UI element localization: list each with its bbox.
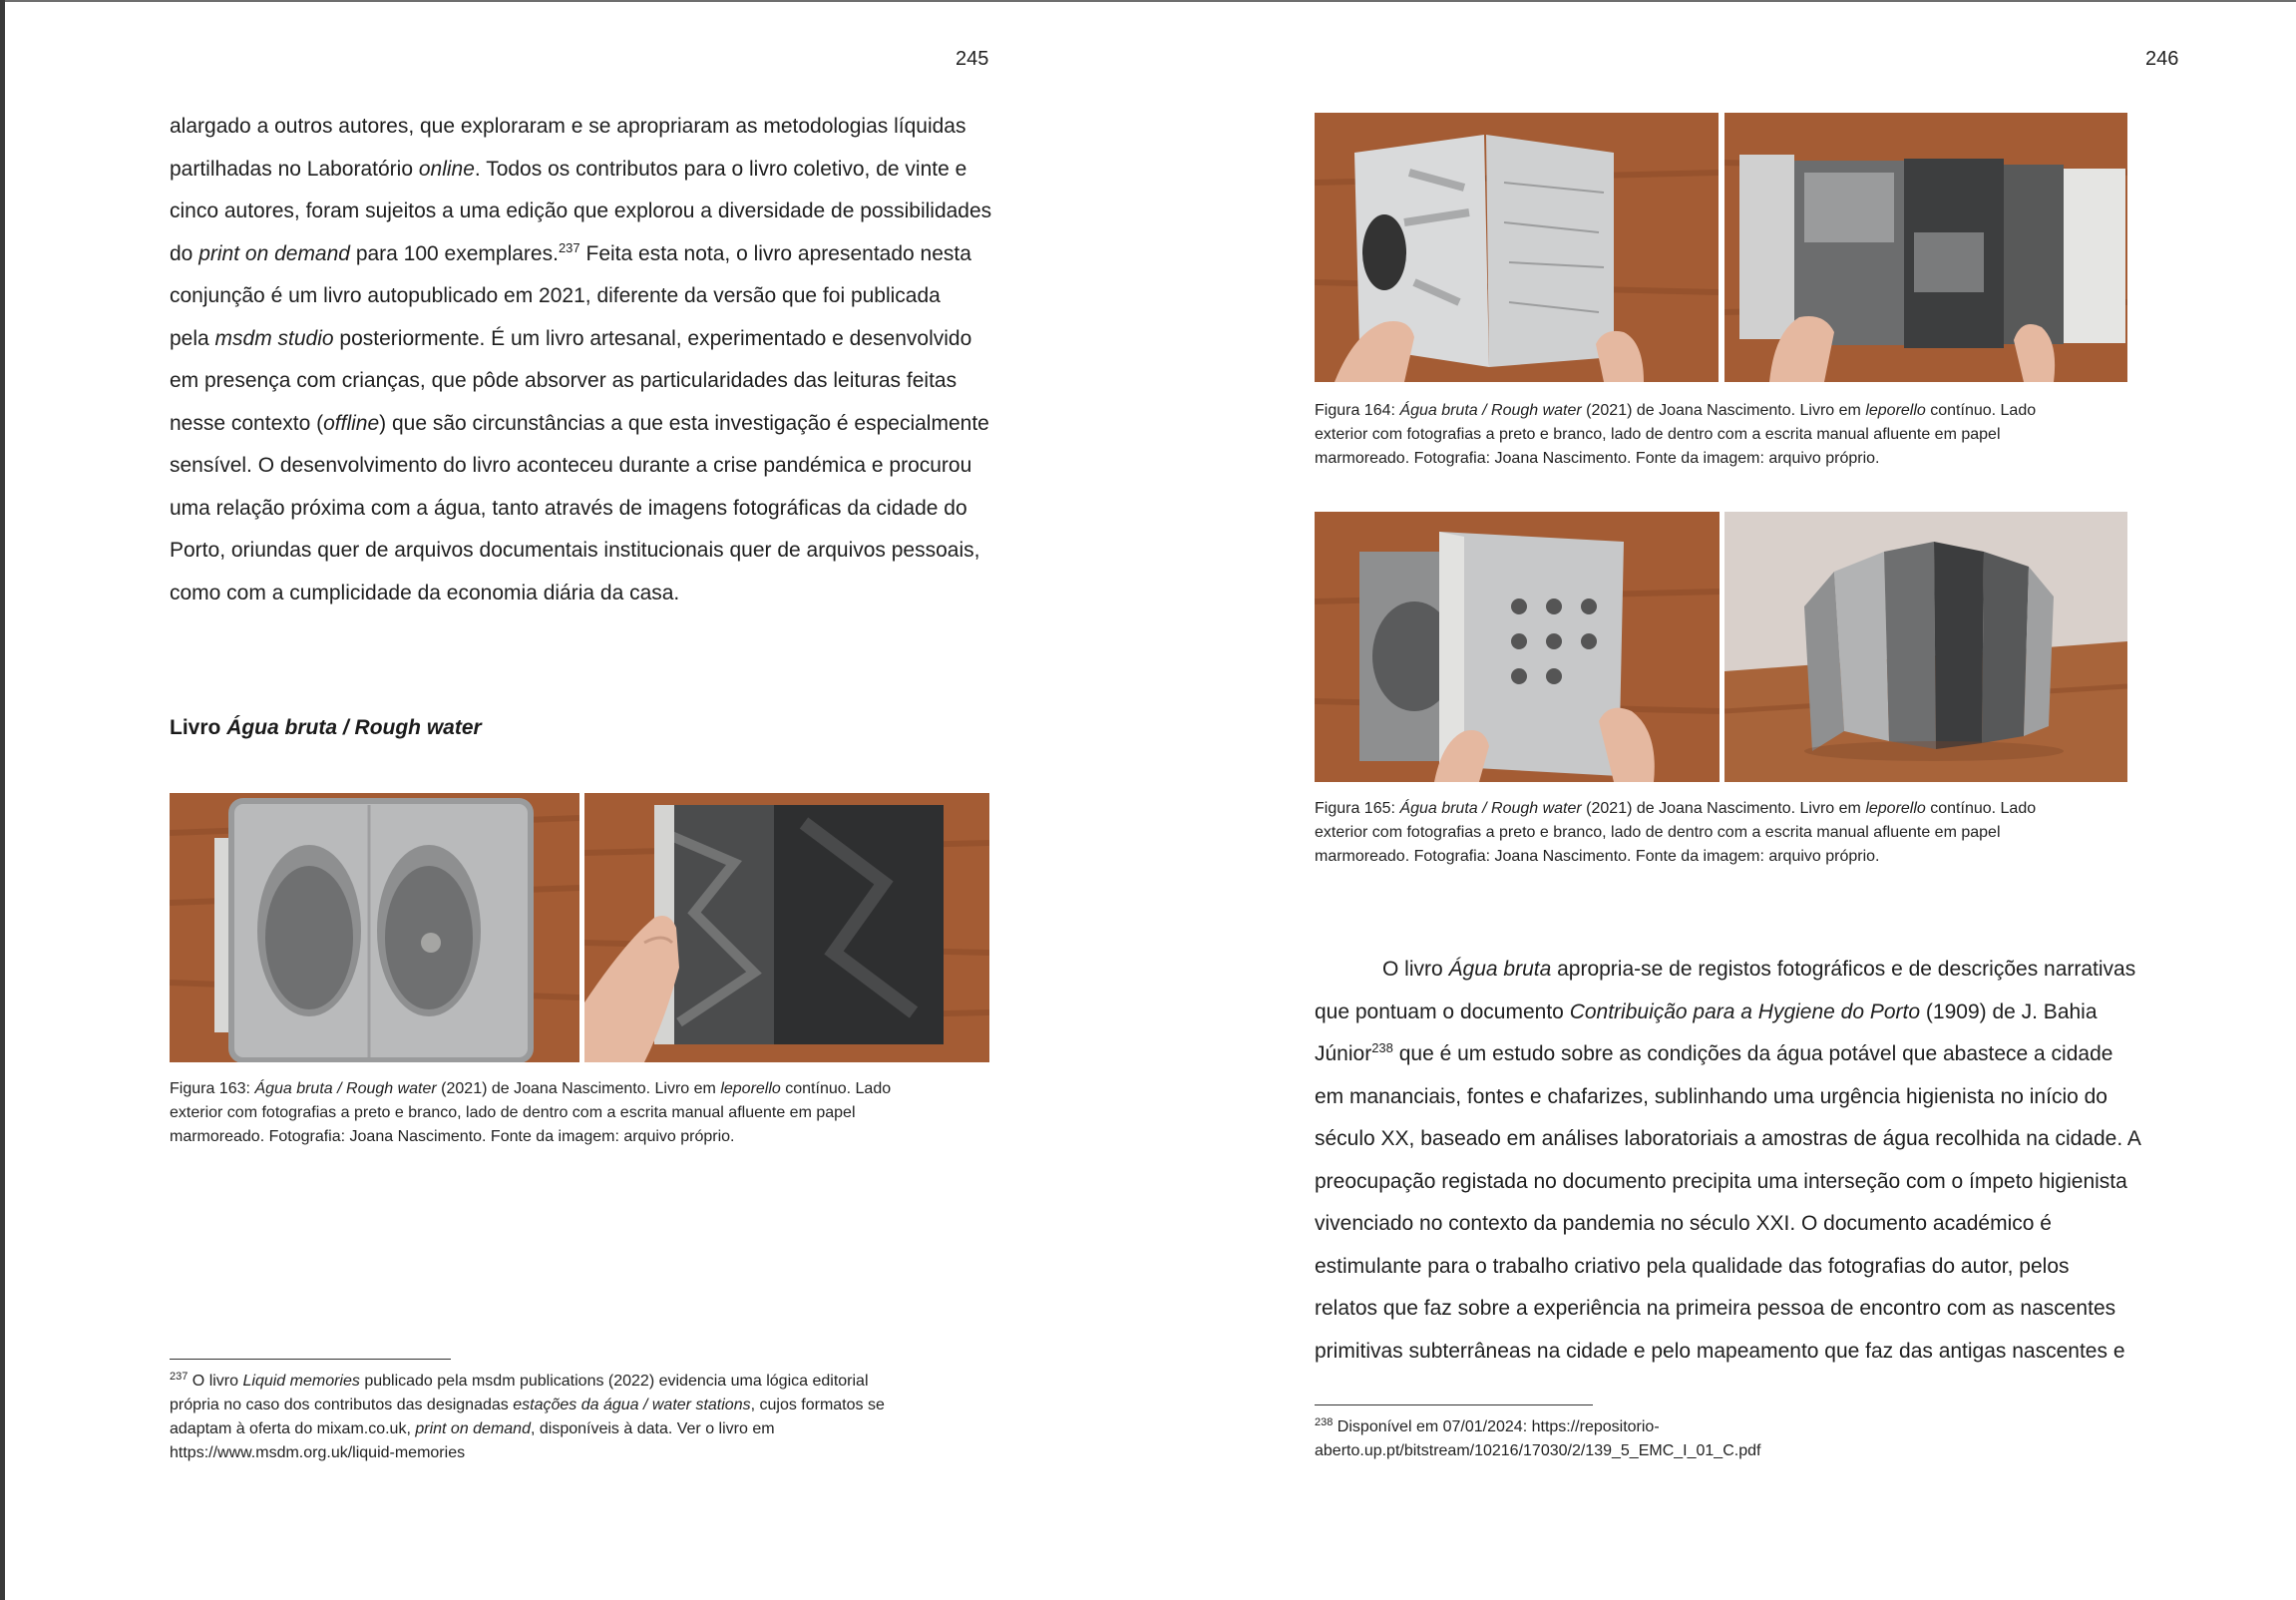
text-line: em presença com crianças, que pôde absorver as particularidades das leituras feitas: [170, 369, 957, 392]
italic-text: leporello: [720, 1080, 781, 1097]
text-line: nesse contexto (offline) que são circunstâncias a que esta investigação é especialmente: [170, 411, 989, 435]
italic-text: Água bruta / Rough water: [226, 716, 482, 739]
text-line: uma relação próxima com a água, tanto através de imagens fotográficas da cidade do: [170, 496, 967, 520]
italic-text: estações da água / water stations: [513, 1397, 751, 1413]
text-line: Figura 165: Água bruta / Rough water (2021) de Joana Nascimento. Livro em leporello contínuo. Lado: [1315, 800, 2037, 817]
italic-text: leporello: [1865, 800, 1926, 817]
text-line: O livro Água bruta apropria-se de registos fotográficos e de descrições narrativas: [1382, 958, 2136, 981]
text-line: Figura 163: Água bruta / Rough water (2021) de Joana Nascimento. Livro em leporello contínuo. Lado: [170, 1080, 892, 1097]
figure-165-photo-right: [1724, 512, 2127, 782]
text-line: Porto, oriundas quer de arquivos documentais institucionais quer de arquivos pessoais,: [170, 539, 980, 562]
italic-text: print on demand: [198, 241, 350, 265]
text-line: sensível. O desenvolvimento do livro aconteceu durante a crise pandémica e procurou: [170, 454, 972, 477]
text-line: século XX, baseado em análises laboratoriais a amostras de água recolhida na cidade. A: [1315, 1127, 2141, 1150]
text-line: primitivas subterrâneas na cidade e pelo mapeamento que faz das antigas nascentes e: [1315, 1339, 2125, 1363]
text-line: relatos que faz sobre a experiência na primeira pessoa de encontro com as nascentes: [1315, 1297, 2116, 1320]
text-line: estimulante para o trabalho criativo pela qualidade das fotografias do autor, pelos: [1315, 1254, 2070, 1278]
page-246: [1148, 0, 2296, 1600]
text-line: marmoreado. Fotografia: Joana Nascimento. Fonte da imagem: arquivo próprio.: [170, 1128, 735, 1145]
text-line: marmoreado. Fotografia: Joana Nascimento. Fonte da imagem: arquivo próprio.: [1315, 450, 1880, 467]
body-paragraph: [170, 106, 997, 614]
footnote-reference: 237: [170, 1371, 189, 1383]
section-heading: Livro Água bruta / Rough water: [170, 716, 482, 739]
text-line: adaptam à oferta do mixam.co.uk, print on demand, disponíveis à data. Ver o livro em: [170, 1420, 775, 1437]
text-line: Júnior$^{238}$ que é um estudo sobre as condições da água potável que abastece a cidade: [1315, 1040, 2113, 1065]
italic-text: Contribuição para a Hygiene do Porto: [1569, 1000, 1921, 1023]
figure-164-photo-right: [1724, 113, 2127, 382]
text-line: exterior com fotografias a preto e branco, lado de dentro com a escrita manual afluente em papel: [1315, 824, 2001, 841]
italic-text: print on demand: [415, 1420, 531, 1437]
page-number: 246: [2145, 48, 2179, 70]
text-line: em mananciais, fontes e chafarizes, sublinhando uma urgência higienista no início do: [1315, 1084, 2107, 1108]
footnote-reference: 237: [558, 239, 580, 255]
text-line: pela msdm studio posteriormente. É um livro artesanal, experimentado e desenvolvido: [170, 326, 972, 350]
text-line: partilhadas no Laboratório online. Todos os contributos para o livro coletivo, de vinte e: [170, 157, 967, 181]
figure-163-photo-right: [584, 793, 989, 1062]
text-line: cinco autores, foram sujeitos a uma edição que explorou a diversidade de possibilidades: [170, 200, 992, 222]
text-line: vivenciado no contexto da pandemia no século XXI. O documento académico é: [1315, 1212, 2052, 1235]
italic-text: Água bruta: [1448, 958, 1552, 981]
text-line: Figura 164: Água bruta / Rough water (2021) de Joana Nascimento. Livro em leporello contínuo. Lado: [1315, 402, 2037, 419]
text-line: conjunção é um livro autopublicado em 2021, diferente da versão que foi publicada: [170, 284, 941, 307]
figure-163-caption: [170, 1077, 997, 1149]
page-number: 245: [956, 48, 989, 70]
italic-text: online: [418, 157, 475, 181]
italic-text: leporello: [1865, 402, 1926, 419]
italic-text: msdm studio: [214, 326, 334, 350]
footnote-237: [170, 1370, 997, 1465]
italic-text: Liquid memories: [242, 1373, 360, 1390]
italic-text: Água bruta / Rough water: [1399, 402, 1582, 419]
text-line: exterior com fotografias a preto e branco, lado de dentro com a escrita manual afluente em papel: [170, 1104, 856, 1121]
footnote-238: [1315, 1415, 2142, 1463]
figure-163-photo-left: [170, 793, 579, 1062]
text-line: própria no caso dos contributos das designadas estações da água / water stations, cujos formatos se: [170, 1397, 885, 1413]
text-line: marmoreado. Fotografia: Joana Nascimento. Fonte da imagem: arquivo próprio.: [1315, 848, 1880, 865]
text-line: aberto.up.pt/bitstream/10216/17030/2/139_5_EMC_I_01_C.pdf: [1315, 1442, 1761, 1459]
text-line: que pontuam o documento Contribuição para a Hygiene do Porto (1909) de J. Bahia: [1315, 1000, 2098, 1023]
italic-text: offline: [323, 411, 380, 435]
footnote-separator: [170, 1359, 451, 1360]
text-line: alargado a outros autores, que exploraram e se apropriaram as metodologias líquidas: [170, 115, 966, 138]
footnote-reference: 238: [1315, 1416, 1334, 1428]
page-245: [5, 0, 1148, 1600]
figure-165-photo-left: [1315, 512, 1720, 782]
text-line: $^{237}$ O livro Liquid memories publicado pela msdm publications (2022) evidencia uma lógica editorial: [170, 1371, 869, 1390]
footnote-separator: [1315, 1404, 1593, 1405]
footnote-reference: 238: [1371, 1040, 1393, 1055]
text-line: https://www.msdm.org.uk/liquid-memories: [170, 1444, 466, 1461]
figure-164-photo-left: [1315, 113, 1719, 382]
italic-text: Água bruta / Rough water: [1399, 800, 1582, 817]
body-paragraph: [1315, 949, 2142, 1373]
italic-text: Água bruta / Rough water: [254, 1080, 437, 1097]
figure-164-caption: [1315, 399, 2142, 471]
text-line: exterior com fotografias a preto e branco, lado de dentro com a escrita manual afluente em papel: [1315, 426, 2001, 443]
text-line: como com a cumplicidade da economia diária da casa.: [170, 581, 680, 604]
text-line: $^{238}$ Disponível em 07/01/2024: https://repositorio-: [1315, 1416, 1660, 1435]
text-line: do print on demand para 100 exemplares.$^{237}$ Feita esta nota, o livro apresentado nesta: [170, 239, 971, 265]
figure-165-caption: [1315, 797, 2142, 869]
text-line: preocupação registada no documento precipita uma interseção com o ímpeto higienista: [1315, 1169, 2127, 1193]
